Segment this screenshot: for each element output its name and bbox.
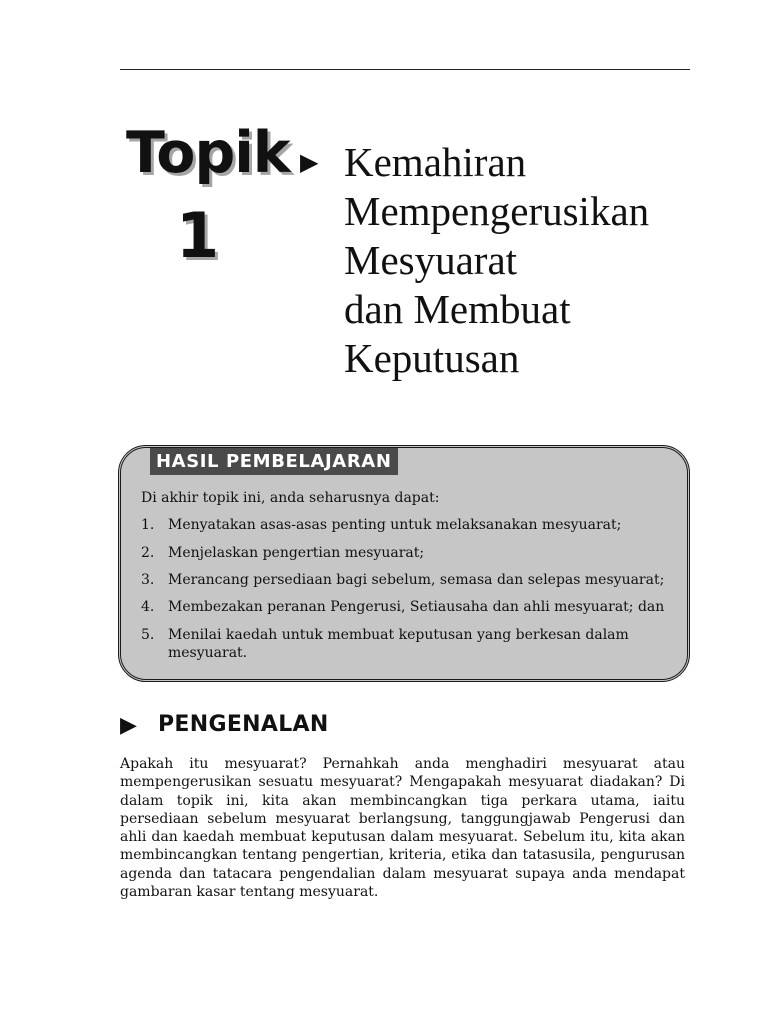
topic-label: Topik [126, 120, 290, 186]
item-number: 3. [141, 572, 155, 588]
item-text: Menilai kaedah untuk membuat keputusan yang berkesan dalam mesyuarat. [168, 627, 629, 661]
list-item [141, 571, 671, 589]
item-number: 2. [141, 545, 155, 561]
learning-outcomes-heading: HASIL PEMBELAJARAN [150, 448, 398, 475]
list-item [141, 544, 671, 562]
item-text: Menyatakan asas-asas penting untuk melaksanakan mesyuarat; [168, 517, 622, 533]
title-line: dan Membuat [344, 286, 571, 332]
list-item [141, 516, 671, 534]
learning-outcomes-intro: Di akhir topik ini, anda seharusnya dapat: [141, 490, 440, 506]
topic-number: 1 [176, 199, 220, 272]
item-number: 1. [141, 517, 155, 533]
title-arrow-icon: ▶ [300, 148, 319, 176]
item-number: 4. [141, 599, 155, 615]
item-text: Membezakan peranan Pengerusi, Setiausaha dan ahli mesyuarat; dan [168, 599, 665, 615]
title-line: Mesyuarat [344, 237, 518, 283]
title-line: Keputusan [344, 335, 520, 381]
item-text: Merancang persediaan bagi sebelum, semasa dan selepas mesyuarat; [168, 572, 665, 588]
section-heading: PENGENALAN [158, 712, 329, 737]
list-item [141, 626, 671, 662]
title-line: Mempengerusikan [344, 188, 650, 234]
top-rule [120, 69, 690, 70]
topic-title [344, 138, 764, 383]
title-line: Kemahiran [344, 139, 527, 185]
introduction-paragraph: Apakah itu mesyuarat? Pernahkah anda menghadiri mesyuarat atau mempengerusikan sesuatu mesyuarat? Mengapakah mesyuarat diadakan? Di dalam topik ini, kita akan membincangkan tiga perkara utama, iaitu persediaan sebelum mesyuarat berlangsung, tanggungjawab Pengerusi dan ahli dan kaedah membuat keputusan dalam mesyuarat. Sebelum itu, kita akan membincangkan tentang pengertian, kriteria, etika dan tatasusila, pengurusan agenda dan tatacara pengendalian dalam mesyuarat supaya anda mendapat gambaran kasar tentang mesyuarat. [120, 756, 685, 901]
section-arrow-icon: ▶ [120, 713, 137, 738]
item-number: 5. [141, 627, 155, 643]
list-item [141, 598, 671, 616]
item-text: Menjelaskan pengertian mesyuarat; [168, 545, 425, 561]
